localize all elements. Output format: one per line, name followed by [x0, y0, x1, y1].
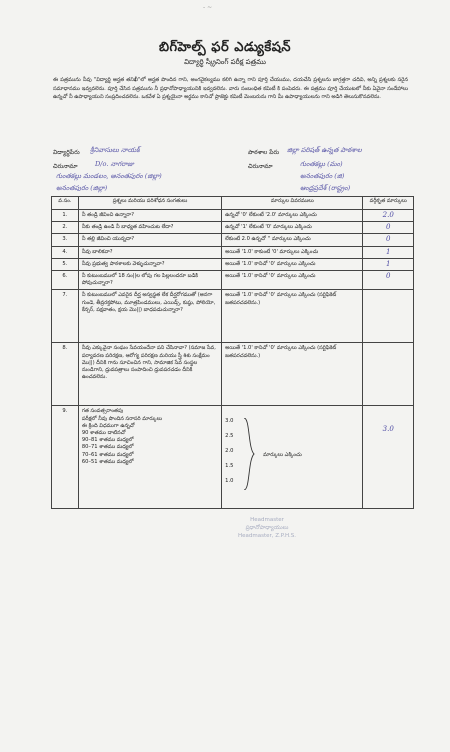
score-scale	[225, 418, 359, 506]
header-serial: వ.సం.	[52, 197, 79, 210]
row-number: 6.	[52, 271, 79, 290]
row-number: 3.	[52, 234, 79, 246]
student-name-label: విద్యార్థిపేరు	[53, 149, 80, 156]
score-value: 1.0	[225, 478, 234, 485]
row-marks-detail: అయితే '1.0' కానిచో '0' మార్కులు ఎక్కించు	[222, 258, 363, 270]
grade-line: 90–81 శాతము మధ్యలో	[81, 437, 134, 444]
row-question-grades	[78, 406, 221, 509]
row-marks-detail: అయితే '1.0' కానిచో '0' మార్కులు ఎక్కించు (సర్టిఫికెట్ జతపరచవలెను.)	[222, 343, 363, 406]
row-marks-detail: లేకుంటే 2.0 ఉన్నచో '' మార్కులు ఎక్కించు	[222, 234, 363, 246]
row-score: 1	[363, 258, 414, 270]
table-row	[52, 290, 414, 343]
table-row	[52, 246, 414, 258]
row-score: 1	[363, 246, 414, 258]
stamp-line: Headmaster, Z.P.H.S.	[238, 533, 297, 539]
row-question: నీ తల్లి జీవించి యున్నదా?	[78, 234, 221, 246]
questions-table	[51, 196, 414, 509]
grade-line: 60–51 శాతము మధ్యలో	[81, 458, 134, 465]
row-score: 3.0	[363, 406, 414, 509]
student-name-value: శ్రీనివాసులు నాయక్	[90, 146, 140, 154]
row-marks-detail: అయితే '1.0' కానిచో '0' మార్కులు ఎక్కించు	[222, 271, 363, 290]
row-question: నీవు బాలికవా?	[78, 246, 221, 258]
row-marks-detail: ఉన్నచో '1' లేకుంటే '0' మార్కులు ఎక్కించు	[222, 222, 363, 234]
top-mark: - ~	[203, 4, 213, 11]
student-address-line2: గుంతకల్లు మండలం, అనంతపురం (జిల్లా)	[56, 172, 162, 180]
row-score: 0	[363, 222, 414, 234]
table-row	[52, 222, 414, 234]
school-address-line1: గుంతకల్లు (మం)	[300, 160, 343, 168]
row-question: నీ కుటుంబములో 18 సం||ల లోపు గల పిల్లలందరూ బడికి పోవుచున్నారా?	[78, 271, 221, 290]
grade-line: ఈ క్రింది విధముగా ఉన్నచో	[81, 422, 135, 429]
grade-line: 80–71 శాతము మధ్యలో	[81, 444, 134, 451]
student-address-line1: D/o. నాగరాజు	[95, 160, 134, 168]
school-address-line2: అనంతపురం (జి)	[300, 172, 345, 180]
school-address-line3: ఆంధ్రప్రదేశ్ (రాష్ట్రం)	[300, 184, 351, 192]
header-marks: వర్గీకృత మార్కులు	[363, 197, 414, 210]
row-question: నీ తండ్రి జీవించి ఉన్నారా?	[78, 210, 221, 222]
score-value: 2.5	[225, 433, 234, 440]
row-number: 4.	[52, 246, 79, 258]
grade-line: 90 శాతము దాటినచో	[81, 430, 126, 437]
row-question: నీవు ప్రభుత్వ పాఠశాలకు వెళ్ళుచున్నావా?	[78, 258, 221, 270]
score-instruction: మార్కులు ఎక్కించు	[263, 452, 302, 459]
row-score: 0	[363, 234, 414, 246]
score-value: 1.5	[225, 463, 234, 470]
row-number: 2.	[52, 222, 79, 234]
row-score	[363, 290, 414, 343]
grade-line: పరీక్షలో నీవు పొందిన సరాసరి మార్కులు	[81, 415, 163, 422]
row-question: నీవు ఎక్కువైనా సంఘం సేవయందేనా పని చేసినావా? (సమాజ సేవ, పర్యావరణ పరిరక్షణ, ఆరోగ్య పరిరక్షణ మరియు స్త్రీ శిశు సంక్షేమం మొ||) దీనికి గాను సూచించిన గాని, సామాజిక సేవ సంస్థల నుండిగాని, ధ్రువపత్రాలు సంపాదించి ధ్రువపరచడం దీనికి ఉంచవలెను.	[78, 343, 221, 406]
row-number: 9.	[52, 406, 79, 509]
stamp-line: Headmaster	[250, 517, 284, 523]
row-number: 8.	[52, 343, 79, 406]
table-row	[52, 406, 414, 509]
curly-brace-icon	[242, 418, 258, 490]
score-value: 3.0	[225, 418, 234, 425]
row-marks-detail: అయితే '1.0' కాకుంటే '0' మార్కులు ఎక్కించు	[222, 246, 363, 258]
student-address-label: చిరునామా	[53, 163, 78, 170]
student-address-line3: అనంతపురం (జిల్లా)	[56, 184, 108, 192]
stamp-line: ప్రధానోపాధ్యాయులు	[245, 525, 289, 531]
row-score: 0	[363, 271, 414, 290]
table-row	[52, 210, 414, 222]
table-row	[52, 234, 414, 246]
table-row	[52, 271, 414, 290]
table-row	[52, 258, 414, 270]
row-question: నీ కుటుంబములో ఎవరైన దీర్ఘ అస్వస్థత లేక దీర్ఘరోగముతో (అనగా గుండె, తీవ్రరక్తపోటు, మూత్రపిండములు, ఎయిడ్స్, కుష్ఠు, పోలియో, కేన్సర్, పక్షవాతం, క్షయ మొ||) బాధపడుచున్నారా?	[78, 290, 221, 343]
table-row	[52, 343, 414, 406]
row-number: 7.	[52, 290, 79, 343]
header-marks-detail: మార్కుల వివరములు	[222, 197, 363, 210]
grade-line: 70–61 శాతము మధ్యలో	[81, 451, 134, 458]
grade-line: గత సంవత్సరాంతపు	[81, 408, 124, 415]
school-address-label: చిరునామా	[248, 163, 273, 170]
row-score: 2.0	[363, 210, 414, 222]
row-score	[363, 343, 414, 406]
row-marks-detail: ఉన్నచో '0' లేకుంటే '2.0' మార్కులు ఎక్కించు	[222, 210, 363, 222]
instructions-paragraph: ఈ పత్రమును నీవు "విద్యార్థి అర్హత తనిఖీ"లో అర్హత పొందిన గాని, అంగవైకల్యము కలిగి ఉన్నా గాని పూర్తి చేయుము, దయచేసి ప్రశ్నలను జాగ్రత్తగా చదివి, అన్ని ప్రశ్నలకు సరైన సమాధానము ఇవ్వవలెను. పూర్తి చేసిన పత్రమును నీ ప్రధానోపాధ్యాయునికి ఇవ్వవలెను. వారు సంబంధిత కమిటీ కి పంపెదరు. ఈ పత్రము పూర్తి చేయుటలో నీకు ఏవైనా సందేహాలు ఉన్నచో నీ ఉపాధ్యాయుని సంప్రదించవలెను. ఒకవేళ ఏ ప్రశ్నయైనా అర్థము కానిచో ప్రాజెక్టు కమిటీ మెంబరును గాని మీ ఉపాధ్యాయులను గాని అడిగి తెలుసుకొనవలెను.	[53, 77, 408, 101]
row-marks-detail: అయితే '1.0' కానిచో '0' మార్కులు ఎక్కించు (సర్టిఫికెట్ జతపరచవలెను.)	[222, 290, 363, 343]
school-name-label: పాఠశాల పేరు	[248, 149, 280, 156]
row-question: నీకు తండ్రి ఉండి నీ బాధ్యత వహించుట లేదా?	[78, 222, 221, 234]
row-number: 1.	[52, 210, 79, 222]
page-subtitle: విద్యార్థి స్క్రీనింగ్ పరీక్ష పత్రము	[184, 58, 266, 66]
table-header-row	[52, 197, 414, 210]
row-marks-scale	[222, 406, 363, 509]
headmaster-stamp	[238, 516, 296, 540]
row-number: 5.	[52, 258, 79, 270]
score-value: 2.0	[225, 448, 234, 455]
school-name-value: జిల్లా పరిషత్ ఉన్నత పాఠశాల	[287, 146, 362, 154]
page-title: బిగ్‌హెల్ప్ ఫర్ ఎడ్యుకేషన్	[158, 40, 292, 55]
header-question: ప్రశ్నలు మరియు పరిశోధన సంగతులు	[78, 197, 221, 210]
